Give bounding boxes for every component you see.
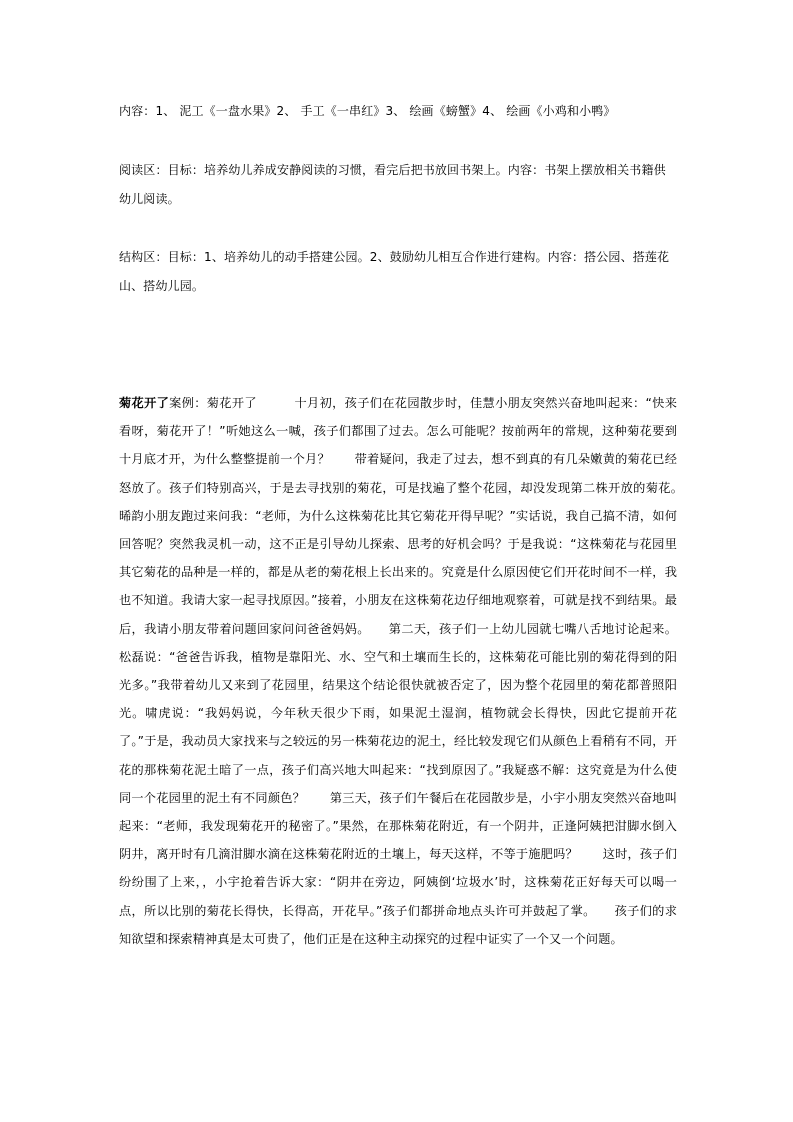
construction-area-paragraph: 结构区：目标：1、培养幼儿的动手搭建公园。2、鼓励幼儿相互合作进行建构。内容：搭公园、搭莲花山、搭幼儿园。 <box>119 250 670 293</box>
case-story-body: 案例：菊花开了 十月初，孩子们在花园散步时，佳慧小朋友突然兴奋地叫起来：“快来看呀，菊花开了！”听她这么一喊，孩子们都围了过去。怎么可能呢？按前两年的常规，这种菊花要到十月底才开，为什么整整提前一个月？ 带着疑问，我走了过去，想不到真的有几朵嫩黄的菊花已经怒放了。孩子们特别高兴，于是去寻找别的菊花，可是找遍了整个花园，却没发现第二株开放的菊花。 晞韵小朋友跑过来问我：“老师，为什么这株菊花比其它菊花开得早呢？”实话说，我自己搞不清，如何回答呢？突然我灵机一动，这不正是引导幼儿探索、思考的好机会吗？于是我说：“这株菊花与花园里其它菊花的品种是一样的，都是从老的菊花根上长出来的。究竟是什么原因使它们开花时间不一样，我也不知道。我请大家一起寻找原因。”接着，小朋友在这株菊花边仔细地观察着，可就是找不到结果。最后，我请小朋友带着问题回家问问爸爸妈妈。 第二天，孩子们一上幼儿园就七嘴八舌地讨论起来。松磊说：“爸爸告诉我，植物是靠阳光、水、空气和土壤而生长的，这株菊花可能比别的菊花得到的阳光多。”我带着幼儿又来到了花园里，结果这个结论很快就被否定了，因为整个花园里的菊花都普照阳光。啸虎说：“我妈妈说，今年秋天很少下雨，如果泥土湿润，植物就会长得快，因此它提前开花了。”于是，我动员大家找来与之较远的另一株菊花边的泥土，经比较发现它们从颜色上看稍有不同，开花的那株菊花泥土暗了一点，孩子们高兴地大叫起来：“找到原因了。”我疑惑不解：这究竟是为什么使同一个花园里的泥土有不同颜色？ 第三天，孩子们午餐后在花园散步是，小宇小朋友突然兴奋地叫起来：“老师，我发现菊花开的秘密了。”果然，在那株菊花附近，有一个阴井，正逢阿姨把泔脚水倒入阴井，离开时有几滴泔脚水滴在这株菊花附近的土壤上，每天这样，不等于施肥吗？ 这时，孩子们纷纷围了上来，，小宇抢着告诉大家：“阴井在旁边，阿姨倒‘垃圾水’时，这株菊花正好每天可以喝一点，所以比别的菊花长得快，长得高，开花早。”孩子们都拼命地点头许可并鼓起了掌。 孩子们的求知欲望和探索精神真是太可贵了，他们正是在这种主动探究的过程中证实了一个又一个问题。 <box>119 396 702 946</box>
case-story-title: 菊花开了 <box>119 396 170 410</box>
case-story-paragraph <box>119 389 702 953</box>
reading-area-paragraph: 阅读区：目标：培养幼儿养成安静阅读的习惯，看完后把书放回书架上。内容：书架上摆放相关书籍供幼儿阅读。 <box>119 163 666 206</box>
content-list-paragraph: 内容：1、 泥工《一盘水果》2、 手工《一串红》3、 绘画《螃蟹》4、 绘画《小鸡和小鸭》 <box>119 104 616 118</box>
